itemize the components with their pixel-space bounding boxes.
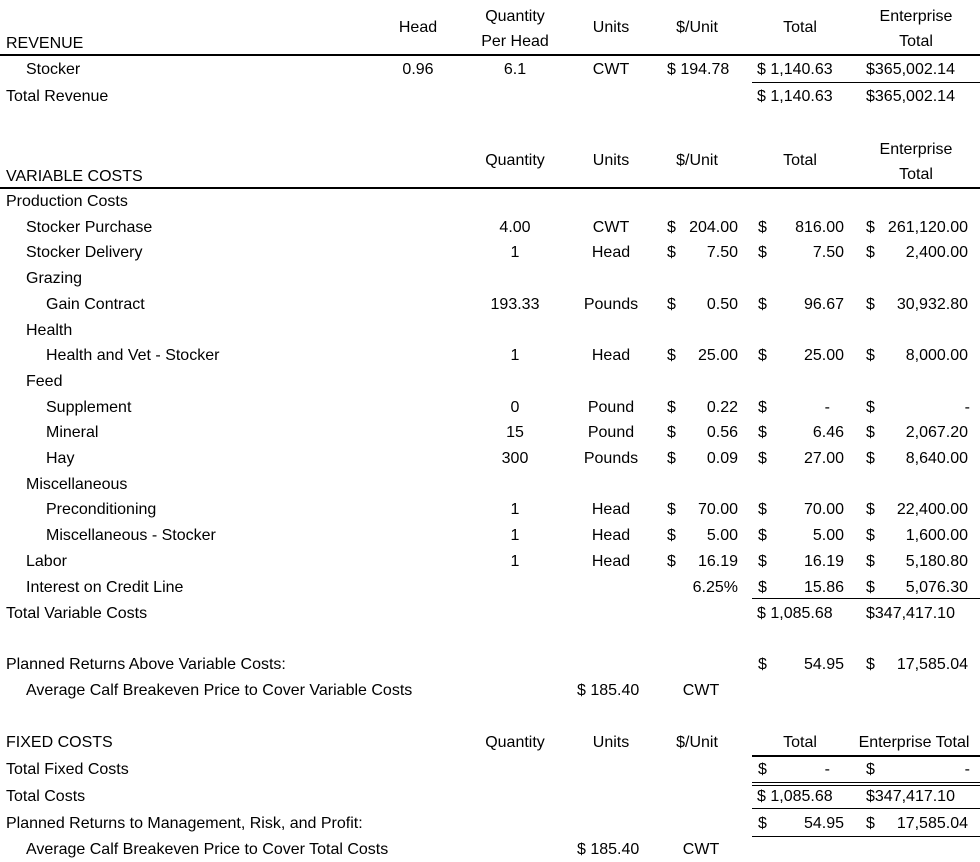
row-per-unit-sym: $ — [667, 501, 676, 518]
row-total: 15.86 — [803, 579, 844, 596]
total-variable-rule — [752, 598, 980, 599]
variable-header-rule — [0, 187, 980, 189]
row-total: 6.46 — [812, 424, 844, 441]
planned-variable-total-sym: $ — [758, 656, 767, 673]
row-qty: 193.33 — [490, 296, 540, 313]
row-qty: 1 — [510, 347, 520, 364]
row-enterprise: 5,180.80 — [905, 553, 968, 570]
row-total-sym: $ — [758, 347, 767, 364]
planned-variable-enterprise: 17,585.04 — [896, 656, 968, 673]
row-label: Grazing — [26, 270, 83, 287]
planned-profit-ent-sym: $ — [866, 815, 875, 832]
planned-profit-total: 54.95 — [803, 815, 844, 832]
row-per-unit: 70.00 — [697, 501, 738, 518]
fixed-col-total-header: Total — [783, 734, 817, 751]
row-label: Health and Vet - Stocker — [46, 347, 220, 364]
total-fixed-rule-1 — [752, 782, 980, 783]
row-total: 27.00 — [803, 450, 844, 467]
row-units: Head — [591, 553, 631, 570]
row-enterprise-sym: $ — [866, 296, 875, 313]
row-label: Miscellaneous - Stocker — [46, 527, 216, 544]
row-per-unit-sym: $ — [667, 450, 676, 467]
row-total-sym: $ — [758, 450, 767, 467]
breakeven-variable-label: Average Calf Breakeven Price to Cover Variable Costs — [26, 682, 413, 699]
total-revenue-total: $ 1,140.63 — [757, 88, 833, 105]
row-label: Gain Contract — [46, 296, 145, 313]
row-qty: 4.00 — [499, 219, 531, 236]
total-variable-enterprise: $347,417.10 — [866, 605, 955, 622]
col-qty-header-line1: Quantity — [485, 8, 545, 25]
breakeven-total-label: Average Calf Breakeven Price to Cover Total Costs — [26, 841, 389, 858]
row-label: Production Costs — [6, 193, 128, 210]
row-per-unit: 0.22 — [706, 399, 738, 416]
var-col-total-header: Total — [783, 152, 817, 169]
row-enterprise-sym: $ — [866, 527, 875, 544]
row-enterprise: 30,932.80 — [896, 296, 968, 313]
row-units: Head — [591, 501, 631, 518]
row-total-sym: $ — [758, 579, 767, 596]
row-per-unit-sym: $ — [667, 527, 676, 544]
row-qty: 1 — [510, 501, 520, 518]
row-label: Supplement — [46, 399, 132, 416]
breakeven-total-unit: CWT — [682, 841, 720, 858]
var-col-enterprise-header-line1: Enterprise — [879, 141, 953, 158]
planned-profit-rule — [752, 836, 980, 837]
row-enterprise: 8,640.00 — [905, 450, 968, 467]
row-label: Miscellaneous — [26, 476, 128, 493]
row-units: CWT — [592, 219, 630, 236]
row-label: Health — [26, 322, 73, 339]
row-total: 70.00 — [803, 501, 844, 518]
row-per-unit-sym: $ — [667, 424, 676, 441]
row-enterprise-sym: $ — [866, 347, 875, 364]
total-costs-enterprise: $347,417.10 — [866, 788, 955, 805]
fixed-col-units-header: Units — [592, 734, 630, 751]
total-costs-total: $ 1,085.68 — [757, 788, 833, 805]
var-col-perunit-header: $/Unit — [676, 152, 718, 169]
fixed-header-rule — [752, 755, 980, 757]
row-label: Hay — [46, 450, 75, 467]
row-total: $ 1,140.63 — [757, 61, 833, 78]
row-units: Pounds — [583, 296, 639, 313]
row-total: 816.00 — [795, 219, 844, 236]
col-head-header: Head — [398, 19, 438, 36]
row-qty: 6.1 — [503, 61, 527, 78]
total-fixed-total: - — [824, 761, 830, 778]
planned-variable-total: 54.95 — [803, 656, 844, 673]
breakeven-variable-value: $ 185.40 — [577, 682, 640, 699]
row-total: 7.50 — [812, 244, 844, 261]
row-per-unit: $ 194.78 — [667, 61, 730, 78]
total-costs-rule — [752, 808, 980, 809]
var-col-units-header: Units — [592, 152, 630, 169]
row-total: 5.00 — [812, 527, 844, 544]
row-enterprise: 2,400.00 — [905, 244, 968, 261]
row-label: Interest on Credit Line — [26, 579, 184, 596]
total-revenue-enterprise: $365,002.14 — [866, 88, 955, 105]
fixed-col-qty-header: Quantity — [485, 734, 545, 751]
row-label: Feed — [26, 373, 63, 390]
row-label: Stocker Delivery — [26, 244, 143, 261]
row-label: Stocker Purchase — [26, 219, 153, 236]
row-total-sym: $ — [758, 399, 767, 416]
total-variable-total: $ 1,085.68 — [757, 605, 833, 622]
row-enterprise-sym: $ — [866, 219, 875, 236]
row-per-unit: 16.19 — [697, 553, 738, 570]
row-per-unit-sym: $ — [667, 244, 676, 261]
row-enterprise-sym: $ — [866, 450, 875, 467]
row-qty: 300 — [501, 450, 529, 467]
row-enterprise: $365,002.14 — [866, 61, 955, 78]
planned-variable-ent-sym: $ — [866, 656, 875, 673]
row-enterprise: 22,400.00 — [896, 501, 968, 518]
breakeven-total-value: $ 185.40 — [577, 841, 640, 858]
revenue-header-rule — [0, 54, 980, 56]
row-enterprise: 5,076.30 — [905, 579, 968, 596]
row-units: CWT — [592, 61, 630, 78]
col-perunit-header: $/Unit — [676, 19, 718, 36]
row-per-unit: 7.50 — [706, 244, 738, 261]
row-per-unit: 6.25% — [692, 579, 738, 596]
row-per-unit-sym: $ — [667, 219, 676, 236]
row-enterprise: 2,067.20 — [905, 424, 968, 441]
row-label: Labor — [26, 553, 67, 570]
row-per-unit: 0.50 — [706, 296, 738, 313]
row-units: Pounds — [583, 450, 639, 467]
row-label: Mineral — [46, 424, 99, 441]
row-enterprise-sym: $ — [866, 399, 875, 416]
row-head: 0.96 — [402, 61, 434, 78]
planned-variable-label: Planned Returns Above Variable Costs: — [6, 656, 286, 673]
row-total-sym: $ — [758, 219, 767, 236]
fixed-col-perunit-header: $/Unit — [676, 734, 718, 751]
row-label: Stocker — [26, 61, 81, 78]
row-enterprise-sym: $ — [866, 244, 875, 261]
row-qty: 1 — [510, 244, 520, 261]
fixed-costs-title: FIXED COSTS — [6, 734, 113, 751]
var-col-qty-header: Quantity — [485, 152, 545, 169]
row-total-sym: $ — [758, 527, 767, 544]
row-enterprise: 8,000.00 — [905, 347, 968, 364]
col-total-header: Total — [783, 19, 817, 36]
revenue-title: REVENUE — [6, 35, 84, 52]
variable-costs-title: VARIABLE COSTS — [6, 168, 143, 185]
row-enterprise: 1,600.00 — [905, 527, 968, 544]
row-enterprise-sym: $ — [866, 424, 875, 441]
total-fixed-label: Total Fixed Costs — [6, 761, 129, 778]
row-total-sym: $ — [758, 424, 767, 441]
row-total: 25.00 — [803, 347, 844, 364]
row-units: Pound — [587, 424, 635, 441]
row-qty: 1 — [510, 553, 520, 570]
var-col-enterprise-header-line2: Total — [899, 166, 933, 183]
total-fixed-rule-2 — [752, 785, 980, 786]
planned-profit-enterprise: 17,585.04 — [896, 815, 968, 832]
total-fixed-total-sym: $ — [758, 761, 767, 778]
row-units: Head — [591, 244, 631, 261]
row-qty: 1 — [510, 527, 520, 544]
row-total: 16.19 — [803, 553, 844, 570]
row-per-unit-sym: $ — [667, 553, 676, 570]
row-enterprise-sym: $ — [866, 579, 875, 596]
row-per-unit: 5.00 — [706, 527, 738, 544]
row-qty: 0 — [510, 399, 520, 416]
total-fixed-enterprise: - — [964, 761, 970, 778]
row-per-unit: 25.00 — [697, 347, 738, 364]
row-per-unit-sym: $ — [667, 399, 676, 416]
row-enterprise: 261,120.00 — [887, 219, 968, 236]
row-per-unit-sym: $ — [667, 296, 676, 313]
total-costs-label: Total Costs — [6, 788, 86, 805]
row-total-sym: $ — [758, 501, 767, 518]
row-enterprise-sym: $ — [866, 553, 875, 570]
total-variable-label: Total Variable Costs — [6, 605, 148, 622]
row-units: Pound — [587, 399, 635, 416]
row-per-unit-sym: $ — [667, 347, 676, 364]
col-units-header: Units — [592, 19, 630, 36]
row-total: 96.67 — [803, 296, 844, 313]
row-enterprise: - — [964, 399, 970, 416]
row-units: Head — [591, 347, 631, 364]
col-qty-header-line2: Per Head — [481, 33, 549, 50]
col-enterprise-header-line2: Total — [899, 33, 933, 50]
row-total-sym: $ — [758, 553, 767, 570]
total-fixed-ent-sym: $ — [866, 761, 875, 778]
row-total: - — [824, 399, 830, 416]
total-revenue-label: Total Revenue — [6, 88, 109, 105]
row-total-sym: $ — [758, 296, 767, 313]
row-per-unit: 204.00 — [689, 219, 738, 236]
planned-profit-label: Planned Returns to Management, Risk, and Profit: — [6, 815, 363, 832]
col-enterprise-header-line1: Enterprise — [879, 8, 953, 25]
row-per-unit: 0.56 — [706, 424, 738, 441]
row-total-sym: $ — [758, 244, 767, 261]
row-per-unit: 0.09 — [706, 450, 738, 467]
row-enterprise-sym: $ — [866, 501, 875, 518]
planned-profit-total-sym: $ — [758, 815, 767, 832]
row-qty: 15 — [506, 424, 524, 441]
total-revenue-rule — [752, 82, 980, 83]
row-label: Preconditioning — [46, 501, 157, 518]
fixed-col-enterprise-header: Enterprise Total — [858, 734, 970, 751]
row-units: Head — [591, 527, 631, 544]
breakeven-variable-unit: CWT — [682, 682, 720, 699]
